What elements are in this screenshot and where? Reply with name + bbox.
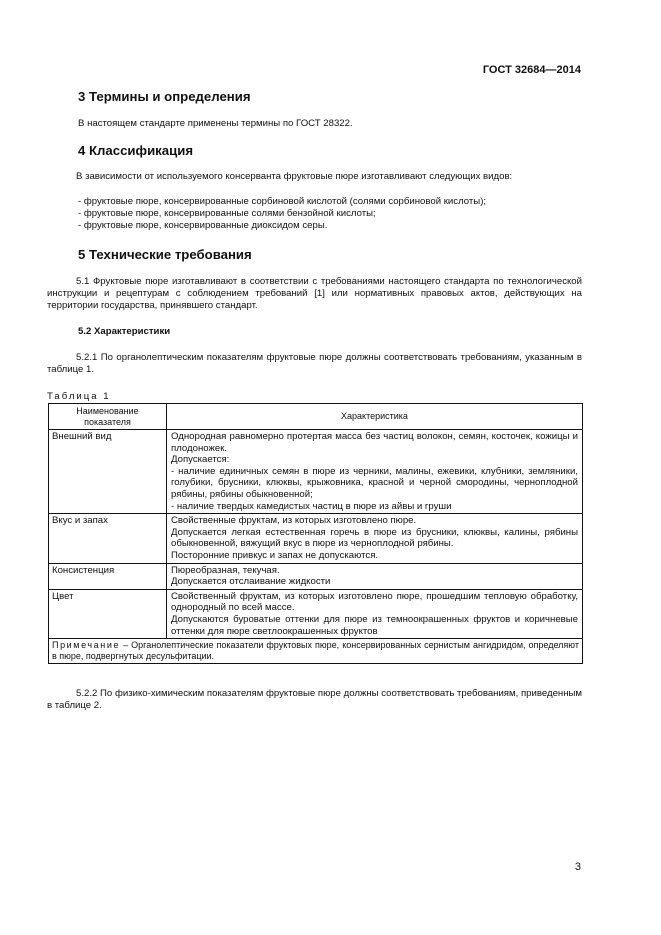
header-characteristic: Характеристика <box>167 404 583 430</box>
table-header-row <box>49 404 583 430</box>
table-note-row <box>49 639 583 664</box>
row-characteristic: Свойственный фруктам, из которых изготовлено пюре, прошедшим тепловую обработку, однородный по всей массе. Допускаются буроватые оттенки для пюре из темноокрашенных фруктов и коричневые оттенки для пюре светлоокрашенных фруктов <box>167 589 583 638</box>
section-3-text: В настоящем стандарте применены термины по ГОСТ 28322. <box>78 118 353 129</box>
row-characteristic: Свойственные фруктам, из которых изготовлено пюре. Допускается легкая естественная горечь в пюре из брусники, клюквы, калины, рябины обыкновенной, вяжущий вкус в пюре из черноплодной рябины. Посторонние привкус и запах не допускаются. <box>167 514 583 563</box>
row-name: Консистенция <box>49 563 167 589</box>
row-characteristic: Пюреобразная, текучая. Допускается отслаивание жидкости <box>167 563 583 589</box>
table-row <box>49 430 583 514</box>
row-name: Вкус и запах <box>49 514 167 563</box>
page-number: 3 <box>574 861 581 873</box>
table-row <box>49 563 583 589</box>
table-row <box>49 589 583 638</box>
list-item: - фруктовые пюре, консервированные сорбиновой кислотой (солями сорбиновой кислоты); <box>78 196 487 207</box>
table-note <box>49 639 583 664</box>
table-1-caption: Таблица 1 <box>47 391 111 402</box>
paragraph-5-1: 5.1 Фруктовые пюре изготавливают в соответствии с требованиями настоящего стандарта по технологической инструкции и рецептурам с соблюдением требований [1] или нормативных правовых актов, действующих на территории государства, принявшего стандарт. <box>47 276 582 312</box>
section-4-intro: В зависимости от используемого консерванта фруктовые пюре изготавливают следующих видов: <box>76 171 513 182</box>
paragraph-5-2-1: 5.2.1 По органолептическим показателям фруктовые пюре должны соответствовать требованиям, указанным в таблице 1. <box>47 352 582 376</box>
list-item: - фруктовые пюре, консервированные диоксидом серы. <box>78 220 328 232</box>
header-indicator-name: Наименование показателя <box>49 404 167 430</box>
paragraph-5-2-2: 5.2.2 По физико-химическим показателям фруктовые пюре должны соответствовать требованиям, приведенным в таблице 2. <box>47 688 582 712</box>
section-5-title: 5 Технические требования <box>78 247 252 262</box>
section-4-list <box>78 196 486 233</box>
document-code: ГОСТ 32684—2014 <box>482 64 581 76</box>
table-1 <box>48 403 583 664</box>
row-name: Цвет <box>49 589 167 638</box>
row-characteristic: Однородная равномерно протертая масса без частиц волокон, семян, косточек, кожицы и плодоножек. Допускается: - наличие единичных семян в пюре из черники, малины, ежевики, клубники, земляники, голубики, брусники, клюквы, крыжовника, красной и черной смородины, черноплодной рябины, рябины обыкновенной; - наличие твердых камедистых частиц в пюре из айвы и груши <box>167 430 583 514</box>
list-item: - фруктовые пюре, консервированные солями бензойной кислоты; <box>78 208 376 220</box>
note-label: Примечание <box>52 640 121 651</box>
section-3-title: 3 Термины и определения <box>78 89 251 104</box>
table-row <box>49 514 583 563</box>
section-4-title: 4 Классификация <box>78 143 194 158</box>
subsection-5-2-title: 5.2 Характеристики <box>78 326 171 337</box>
note-text: – Органолептические показатели фруктовых пюре, консервированных сернистым ангидридом, определяют в пюре, подвергнутых десульфитации. <box>52 640 579 661</box>
row-name: Внешний вид <box>49 430 167 514</box>
